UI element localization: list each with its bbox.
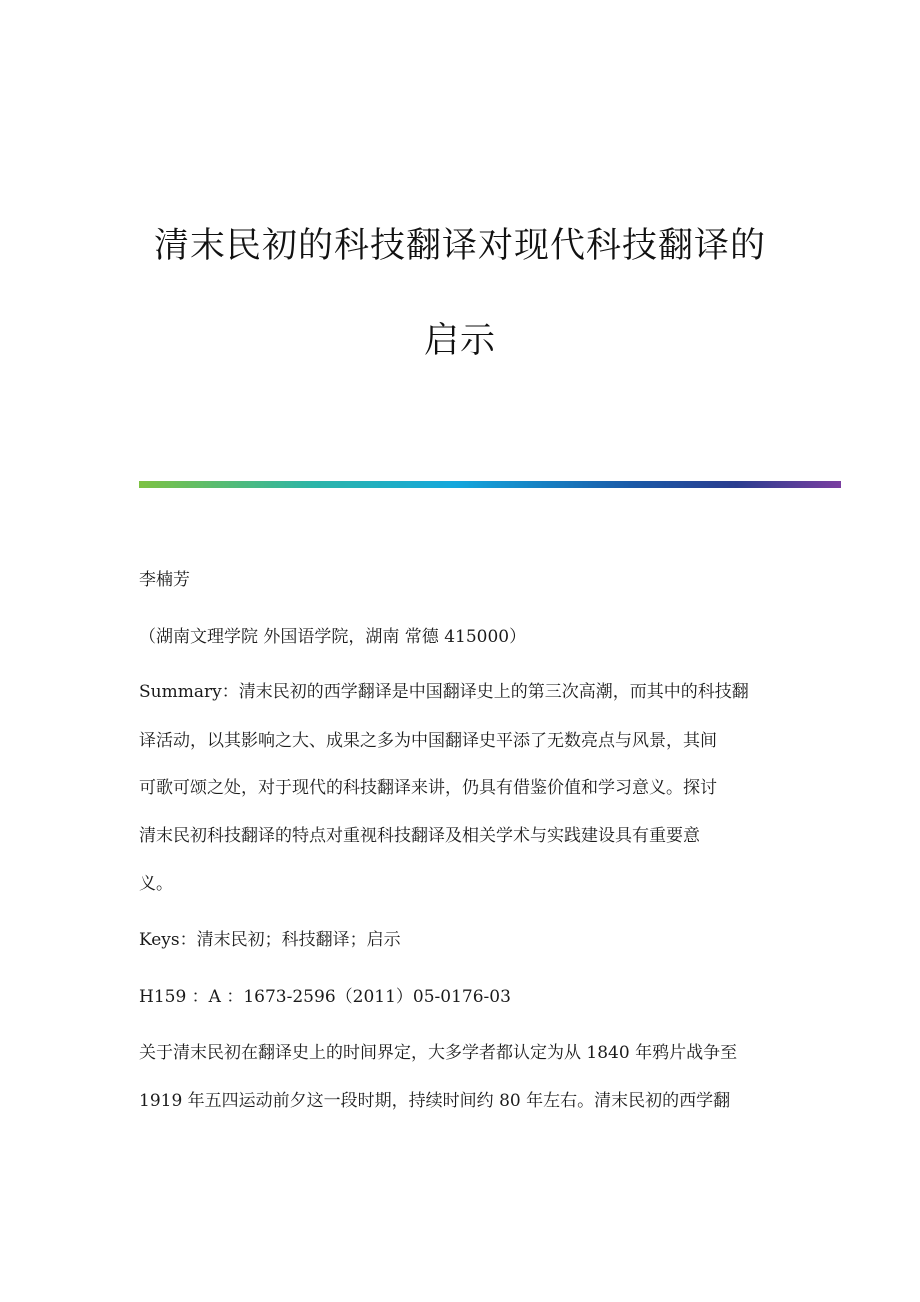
author-affiliation: （湖南文理学院 外国语学院，湖南 常德 415000）: [139, 627, 527, 647]
document-title-line-2: 启示: [423, 321, 496, 361]
summary-line: 译活动，以其影响之大、成果之多为中国翻译史平添了无数亮点与风景，其间: [139, 731, 717, 751]
body-paragraph-line: 关于清末民初在翻译史上的时间界定，大多学者都认定为从 1840 年鸦片战争至: [139, 1043, 738, 1063]
gradient-divider: [139, 481, 841, 488]
summary-line: Summary：清末民初的西学翻译是中国翻译史上的第三次高潮，而其中的科技翻: [139, 682, 749, 702]
body-paragraph-line: 1919 年五四运动前夕这一段时期，持续时间约 80 年左右。清末民初的西学翻: [139, 1091, 731, 1111]
classification-code: H159 ：A ：1673-2596（2011）05-0176-03: [139, 987, 511, 1007]
document-title-line-1: 清末民初的科技翻译对现代科技翻译的: [153, 226, 766, 266]
summary-line: 义。: [139, 874, 173, 894]
summary-line: 可歌可颂之处，对于现代的科技翻译来讲，仍具有借鉴价值和学习意义。探讨: [139, 778, 717, 798]
keywords: Keys：清末民初；科技翻译；启示: [139, 930, 401, 950]
summary-line: 清末民初科技翻译的特点对重视科技翻译及相关学术与实践建设具有重要意: [139, 826, 700, 846]
author-name: 李楠芳: [139, 570, 190, 590]
